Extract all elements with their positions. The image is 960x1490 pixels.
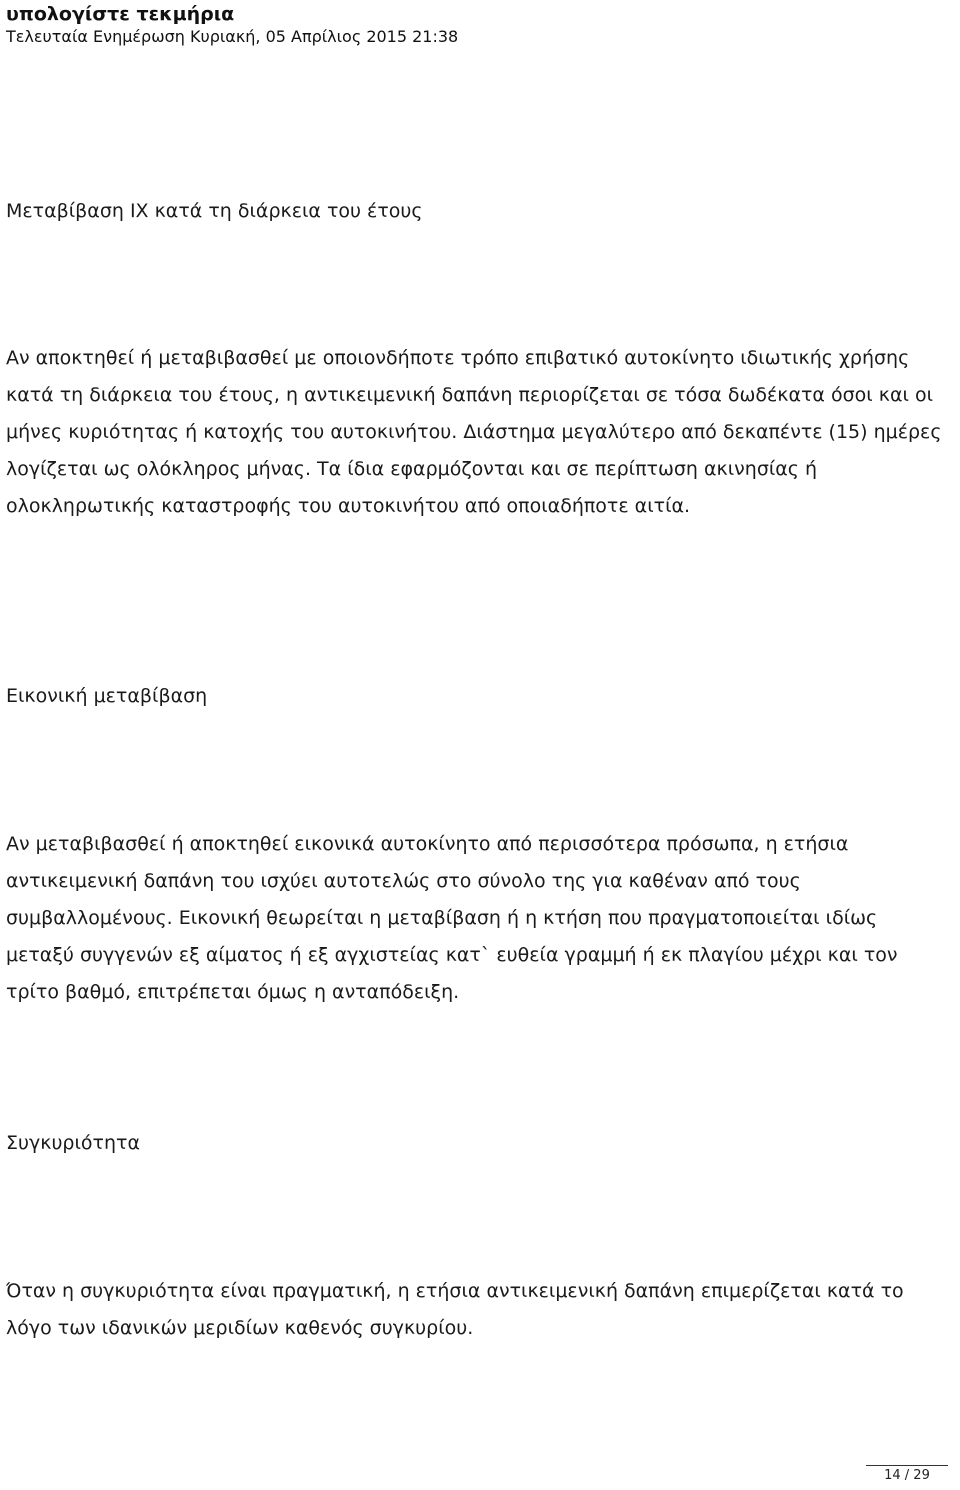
section-heading-fictitious-transfer: Εικονική μεταβίβαση (6, 685, 208, 707)
section-paragraph-transfer-during-year: Αν αποκτηθεί ή μεταβιβασθεί με οποιονδήποτε τρόπο επιβατικό αυτοκίνητο ιδιωτικής χρήσης κατά τη διάρκεια του έτους, η αντικειμενική δαπάνη περιορίζεται σε τόσα δωδέκατα όσοι και οι μήνες κυριότητας ή κατοχής του αυτοκινήτου. Διάστημα μεγαλύτερο από δεκαπέντε (15) ημέρες λογίζεται ως ολόκληρος μήνας. Τα ίδια εφαρμόζονται και σε περίπτωση ακινησίας ή ολοκληρωτικής καταστροφής του αυτοκινήτου από οποιαδήποτε αιτία. (6, 347, 942, 517)
page-number: 14 / 29 (884, 1468, 930, 1483)
section-heading-transfer-during-year: Μεταβίβαση ΙΧ κατά τη διάρκεια του έτους (6, 200, 423, 222)
section-heading-co-ownership: Συγκυριότητα (6, 1132, 140, 1154)
section-paragraph-co-ownership: Όταν η συγκυριότητα είναι πραγματική, η ετήσια αντικειμενική δαπάνη επιμερίζεται κατά το λόγο των ιδανικών μεριδίων καθενός συγκυρίου. (6, 1280, 904, 1339)
section-paragraph-fictitious-transfer: Αν μεταβιβασθεί ή αποκτηθεί εικονικά αυτοκίνητο από περισσότερα πρόσωπα, η ετήσια αντικειμενική δαπάνη του ισχύει αυτοτελώς στο σύνολο της για καθέναν από τους συμβαλλομένους. Εικονική θεωρείται η μεταβίβαση ή η κτήση που πραγματοποιείται ιδίως μεταξύ συγγενών εξ αίματος ή εξ αγχιστείας κατ` ευθεία γραμμή ή εκ πλαγίου μέχρι και τον τρίτο βαθμό, επιτρέπεται όμως η ανταπόδειξη. (6, 833, 898, 1003)
page-header (6, 2, 458, 48)
footer-divider (866, 1465, 948, 1466)
last-updated: Τελευταία Ενημέρωση Κυριακή, 05 Απρίλιος 2015 21:38 (6, 27, 459, 46)
site-title[interactable]: υπολογίστε τεκμήρια (6, 3, 235, 25)
